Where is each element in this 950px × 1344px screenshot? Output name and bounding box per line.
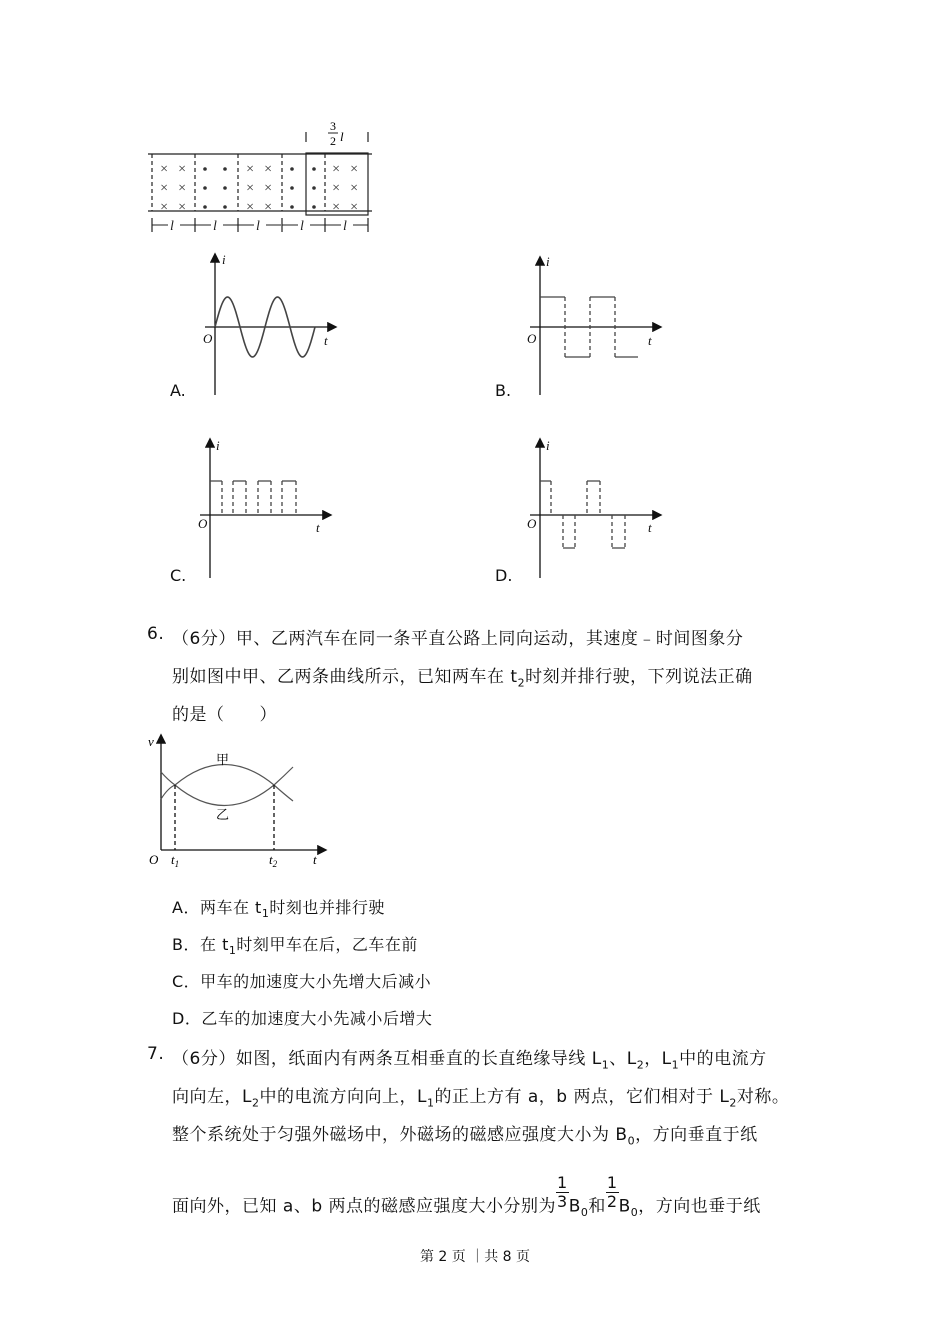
- fraction-one-half: $\frac{1}{2}$: [606, 1173, 618, 1211]
- option-b-label[interactable]: B.: [495, 381, 512, 400]
- axis-label-i: i: [216, 438, 220, 453]
- field-into-page-mark: ×: [331, 162, 341, 177]
- q7-text-line3: 整个系统处于匀强外磁场中，外磁场的磁感应强度大小为 $B_0$，方向垂直于纸: [172, 1125, 758, 1148]
- field-into-page-mark: ×: [159, 200, 169, 215]
- q6-option-c[interactable]: C．甲车的加速度大小先增大后减小: [172, 972, 432, 991]
- origin-label: O: [203, 331, 213, 346]
- dimension-label: l: [300, 219, 304, 234]
- axis-label-i: i: [546, 254, 550, 269]
- field-out-of-page-mark: [223, 186, 227, 190]
- field-out-of-page-mark: [312, 167, 316, 171]
- q6-option-a[interactable]: A．两车在 $t_1$时刻也并排行驶: [172, 898, 385, 921]
- field-into-page-mark: ×: [263, 200, 273, 215]
- option-graphs: [0, 240, 950, 600]
- curve-label-jia: 甲: [216, 752, 230, 767]
- axis-label-t: t: [316, 520, 320, 535]
- field-out-of-page-mark: [203, 186, 207, 190]
- dimension-label: l: [213, 219, 217, 234]
- axis-label-t: t: [313, 852, 317, 867]
- axis-label-v: v: [148, 734, 154, 749]
- curve-label-yi: 乙: [216, 807, 230, 822]
- field-into-page-mark: ×: [349, 200, 359, 215]
- field-out-of-page-mark: [290, 186, 294, 190]
- origin-label: O: [527, 516, 537, 531]
- field-out-of-page-mark: [223, 167, 227, 171]
- axis-label-i: i: [546, 438, 550, 453]
- field-into-page-mark: ×: [159, 162, 169, 177]
- option-c-label[interactable]: C.: [170, 566, 187, 585]
- origin-label: O: [198, 516, 208, 531]
- page-footer: 第 2 页 ｜共 8 页: [419, 1249, 531, 1265]
- field-into-page-mark: ×: [159, 181, 169, 196]
- origin-label: O: [527, 331, 537, 346]
- q7-text-line1: （6分）如图，纸面内有两条互相垂直的长直绝缘导线 $L_1$、$L_2$，$L_1$中的电流方: [172, 1049, 767, 1072]
- field-into-page-mark: ×: [177, 181, 187, 196]
- axis-label-t: t: [648, 333, 652, 348]
- field-into-page-mark: ×: [349, 181, 359, 196]
- field-into-page-mark: ×: [349, 162, 359, 177]
- q6-option-d[interactable]: D．乙车的加速度大小先减小后增大: [172, 1009, 433, 1028]
- fraction-denominator: 2: [330, 134, 336, 148]
- field-into-page-mark: ×: [177, 162, 187, 177]
- field-out-of-page-mark: [312, 186, 316, 190]
- axis-label-i: i: [222, 252, 226, 267]
- q7-text-line2: 向向左，$L_2$中的电流方向向上，$L_1$的正上方有 a，b 两点，它们相对于 $L_2$对称。: [172, 1087, 790, 1110]
- dimension-label: l: [340, 129, 344, 144]
- dimension-label: l: [256, 219, 260, 234]
- field-out-of-page-mark: [203, 167, 207, 171]
- fraction-one-third: $\frac{1}{3}$: [557, 1173, 568, 1211]
- field-out-of-page-mark: [203, 205, 207, 209]
- q6-number: 6.: [147, 624, 165, 644]
- option-a-label[interactable]: A.: [170, 381, 186, 400]
- magnetic-field-figure: [140, 110, 380, 240]
- q6-text-line2: 别如图中甲、乙两条曲线所示，已知两车在 $t_2$时刻并排行驶，下列说法正确: [172, 667, 753, 690]
- dimension-label: l: [343, 219, 347, 234]
- origin-label: O: [149, 852, 159, 867]
- field-out-of-page-mark: [223, 205, 227, 209]
- t1-label: $t_1$: [171, 852, 180, 869]
- field-out-of-page-mark: [312, 205, 316, 209]
- velocity-time-graph: [140, 730, 340, 870]
- q6-text-line1: （6分）甲、乙两汽车在同一条平直公路上同向运动，其速度﹣时间图象分: [172, 629, 744, 649]
- axis-label-t: t: [324, 333, 328, 348]
- field-out-of-page-mark: [290, 167, 294, 171]
- field-into-page-mark: ×: [245, 162, 255, 177]
- option-d-label[interactable]: D.: [495, 566, 513, 585]
- field-into-page-mark: ×: [263, 181, 273, 196]
- fraction-numerator: 3: [330, 119, 336, 133]
- field-into-page-mark: ×: [331, 200, 341, 215]
- field-into-page-mark: ×: [331, 181, 341, 196]
- field-into-page-mark: ×: [245, 181, 255, 196]
- q6-text-line3: 的是（ ）: [172, 705, 277, 725]
- axis-label-t: t: [648, 520, 652, 535]
- field-into-page-mark: ×: [177, 200, 187, 215]
- dimension-label: l: [170, 219, 174, 234]
- field-out-of-page-mark: [290, 205, 294, 209]
- t2-label: $t_2$: [269, 852, 278, 869]
- q7-number: 7.: [147, 1044, 165, 1064]
- field-into-page-mark: ×: [263, 162, 273, 177]
- field-into-page-mark: ×: [245, 200, 255, 215]
- q6-option-b[interactable]: B．在 $t_1$时刻甲车在后，乙车在前: [172, 935, 418, 958]
- q7-text-line4: 面向外，已知 a、b 两点的磁感应强度大小分别为 $\frac{1}{3}$ $B_0$和 $\frac{1}{2}$ $B_0$，方向也垂于纸: [172, 1173, 761, 1219]
